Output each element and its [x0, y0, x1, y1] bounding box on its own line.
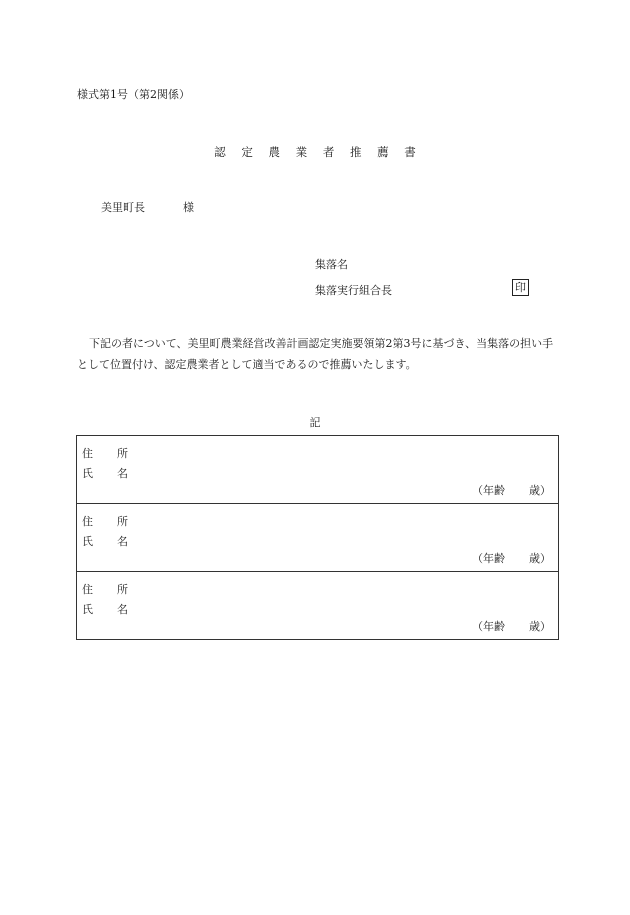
age-label: （年齢 歳）: [472, 484, 551, 497]
seal-mark: 印: [512, 279, 529, 296]
association-head-label: 集落実行組合長: [315, 284, 392, 297]
addressee-name: 美里町長: [101, 201, 145, 214]
name-label: 氏 名: [82, 535, 128, 548]
age-label: （年齢 歳）: [472, 620, 551, 633]
body-text: 下記の者について、美里町農業経営改善計画認定実施要領第2第3号に基づき、当集落の担い手として位置付け、認定農業者として適当であるので推薦いたします。: [77, 337, 554, 371]
recommendee-row: [77, 572, 558, 640]
recommendee-row: [77, 436, 558, 504]
addressee-honorific: 様: [183, 201, 194, 214]
form-number: 様式第1号（第2関係）: [77, 88, 190, 101]
ki-heading: 記: [309, 416, 321, 429]
address-label: 住 所: [82, 583, 128, 596]
name-label: 氏 名: [82, 467, 128, 480]
age-label: （年齢 歳）: [472, 552, 551, 565]
village-name-label: 集落名: [315, 258, 348, 271]
recommendee-table: [76, 435, 559, 640]
recommendee-row: [77, 504, 558, 572]
name-label: 氏 名: [82, 603, 128, 616]
address-label: 住 所: [82, 515, 128, 528]
addressee: [101, 199, 194, 215]
document-title: 認 定 農 業 者 推 薦 書: [214, 145, 422, 159]
address-label: 住 所: [82, 447, 128, 460]
